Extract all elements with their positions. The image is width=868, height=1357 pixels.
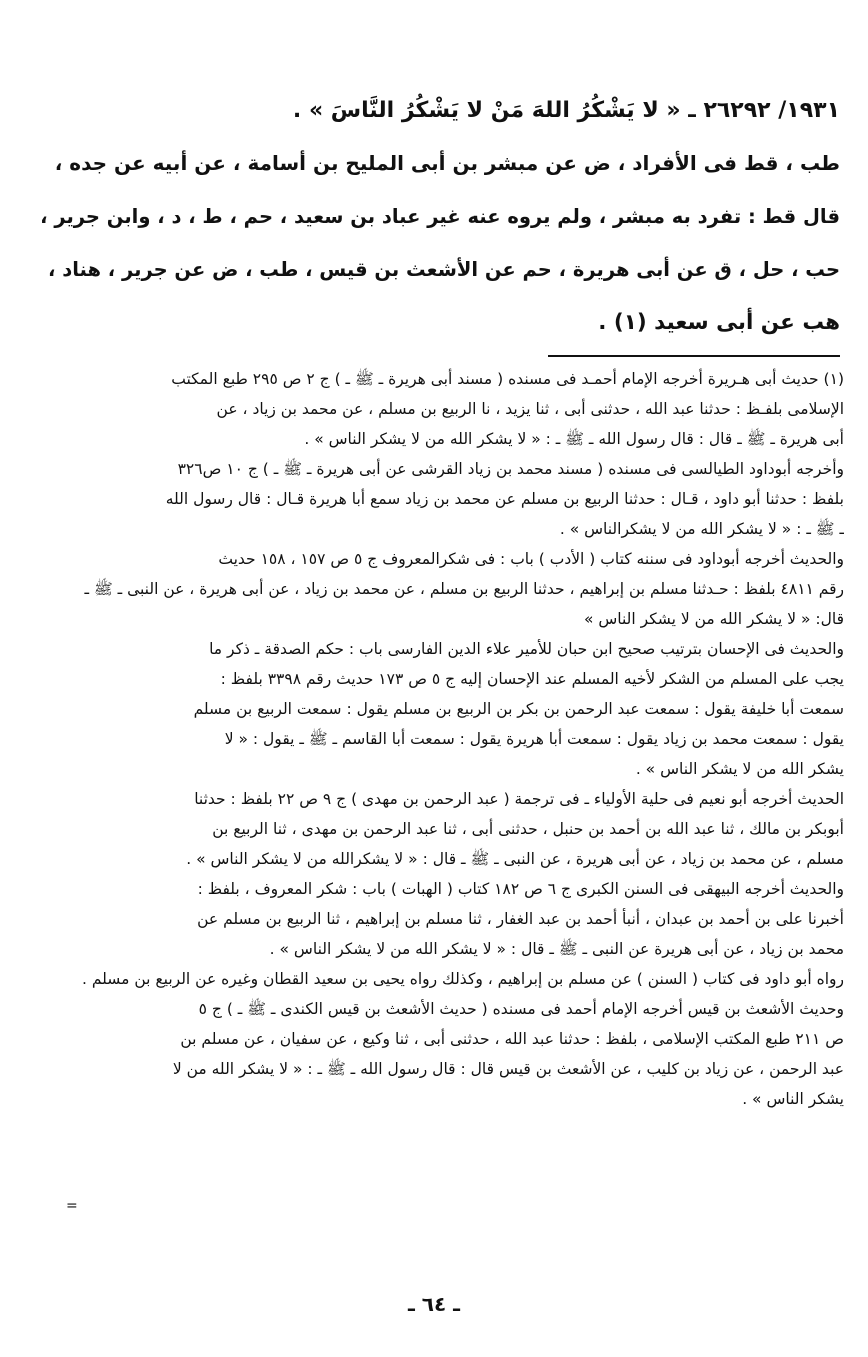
footnote-line: محمد بن زياد ، عن أبى هريرة عن النبى ـ ﷺ ـ قال : « لا يشكر الله من لا يشكر الناس » . (269, 940, 844, 958)
footnote-line: بلفظ : حدثنا أبو داود ، قـال : حدثنا الربيع بن مسلم عن محمد بن زياد سمع أبا هريرة قـال : قال رسول الله (165, 490, 844, 508)
hadith-heading: ١٩٣١/ ٢٦٢٩٢ ـ « لا يَشْكُرُ اللهَ مَنْ لا يَشْكُرُ النَّاسَ » . (292, 98, 840, 123)
main-text-line: قال قط : تفرد به مبشر ، ولم يروه عنه غير عباد بن سعيد ، حم ، ط ، د ، وابن جرير ، (40, 205, 840, 228)
footnote-line: أبوبكر بن مالك ، ثنا عبد الله بن أحمد بن حنبل ، حدثنى أبى ، ثنا عبد الرحمن بن مهدى ، ثنا الربيع بن (212, 820, 844, 838)
footnote-line: ـ ﷺ ـ : « لا يشكر الله من لا يشكرالناس » . (559, 520, 844, 538)
main-text-line: طب ، قط فى الأفراد ، ض عن مبشر بن أبى المليح بن أسامة ، عن أبيه عن جده ، (54, 151, 840, 175)
footnote-line: سمعت أبا خليفة يقول : سمعت عبد الرحمن بن بكر بن الربيع بن مسلم يقول : سمعت الربيع بن مسلم (193, 700, 844, 718)
main-text-line: هب عن أبى سعيد (١) . (598, 310, 840, 335)
footnote-line: والحديث أخرجه البيهقى فى السنن الكبرى ج ٦ ص ١٨٢ كتاب ( الهبات ) باب : شكر المعروف ، بلفظ : (197, 880, 844, 898)
footnote-line: وحديث الأشعث بن قيس أخرجه الإمام أحمد فى مسنده ( حديث الأشعث بن قيس الكندى ـ ﷺ ـ ) ج ٥ (198, 1000, 844, 1018)
footnote-line: يشكر الله من لا يشكر الناس » . (635, 760, 844, 778)
footnote-line: رقم ٤٨١١ بلفظ : حـدثنا مسلم بن إبراهيم ، حدثنا الربيع بن مسلم ، عن محمد بن زياد ، عن أبى هريرة ، عن النبى ـ ﷺ ـ (84, 580, 844, 598)
footnote-line: مسلم ، عن محمد بن زياد ، عن أبى هريرة ، عن النبى ـ ﷺ ـ قال : « لا يشكرالله من لا يشكر الناس » . (186, 850, 844, 868)
footnote-line: يشكر الناس » . (742, 1090, 844, 1108)
page-number: ـ ٦٤ ـ (407, 1292, 461, 1316)
footnote-line: رواه أبو داود فى كتاب ( السنن ) عن مسلم بن إبراهيم ، وكذلك رواه يحيى بن سعيد القطان وغيره عن الربيع بن مسلم . (82, 970, 844, 988)
footnote-line: أخبرنا على بن أحمد بن عبدان ، أنبأ أحمد بن عبد الغفار ، ثنا مسلم بن إبراهيم ، ثنا الربيع بن مسلم عن (197, 910, 844, 928)
footnote-line: (١) حديث أبى هـريرة أخرجه الإمام أحمـد فى مسنده ( مسند أبى هريرة ـ ﷺ ـ ) ج ٢ ص ٢٩٥ طبع المكتب (171, 370, 844, 388)
footnote-line: عبد الرحمن ، عن زياد بن كليب ، عن الأشعث بن قيس قال : قال رسول الله ـ ﷺ ـ : « لا يشكر الله من لا (172, 1060, 844, 1078)
footnote-line: أبى هريرة ـ ﷺ ـ قال : قال رسول الله ـ ﷺ ـ : « لا يشكر الله من لا يشكر الناس » . (304, 430, 844, 448)
footnote-line: الحديث أخرجه أبو نعيم فى حلية الأولياء ـ فى ترجمة ( عبد الرحمن بن مهدى ) ج ٩ ص ٢٢ بلفظ : حدثنا (194, 790, 844, 808)
footnote-line: قال: « لا يشكر الله من لا يشكر الناس » (583, 610, 844, 628)
footnote-line: والحديث فى الإحسان بترتيب صحيح ابن حبان للأمير علاء الدين الفارسى باب : حكم الصدقة ـ ذكر ما (209, 640, 844, 658)
footnote-line: الإسلامى بلفـظ : حدثنا عبد الله ، حدثنى أبى ، ثنا يزيد ، نا الربيع بن مسلم ، عن محمد بن زياد ، عن (216, 400, 844, 418)
main-text-block (40, 84, 840, 349)
footnote-separator (548, 355, 840, 357)
stray-mark: = (66, 1198, 78, 1214)
footnote-line: يجب على المسلم من الشكر لأخيه المسلم عند الإحسان إليه ج ٥ ص ١٧٣ حديث رقم ٣٣٩٨ بلفظ : (220, 670, 844, 688)
footnote-line: يقول : سمعت محمد بن زياد يقول : سمعت أبا هريرة يقول : سمعت أبا القاسم ـ ﷺ ـ يقول : « لا (224, 730, 844, 748)
footnotes-block (38, 364, 844, 1114)
footnote-line: وأخرجه أبوداود الطيالسى فى مسنده ( مسند محمد بن زياد القرشى عن أبى هريرة ـ ﷺ ـ ) ج ١٠ ص٣٢٦ (177, 460, 844, 478)
footnote-line: والحديث أخرجه أبوداود فى سننه كتاب ( الأدب ) باب : فى شكرالمعروف ج ٥ ص ١٥٧ ، ١٥٨ حديث (218, 550, 844, 568)
footnote-line: ص ٢١١ طبع المكتب الإسلامى ، بلفظ : حدثنا عبد الله ، حدثنى أبى ، ثنا وكيع ، عن سفيان ، عن مسلم بن (180, 1030, 844, 1048)
main-text-line: حب ، حل ، ق عن أبى هريرة ، حم عن الأشعث بن قيس ، طب ، ض عن جرير ، هناد ، (48, 258, 840, 281)
